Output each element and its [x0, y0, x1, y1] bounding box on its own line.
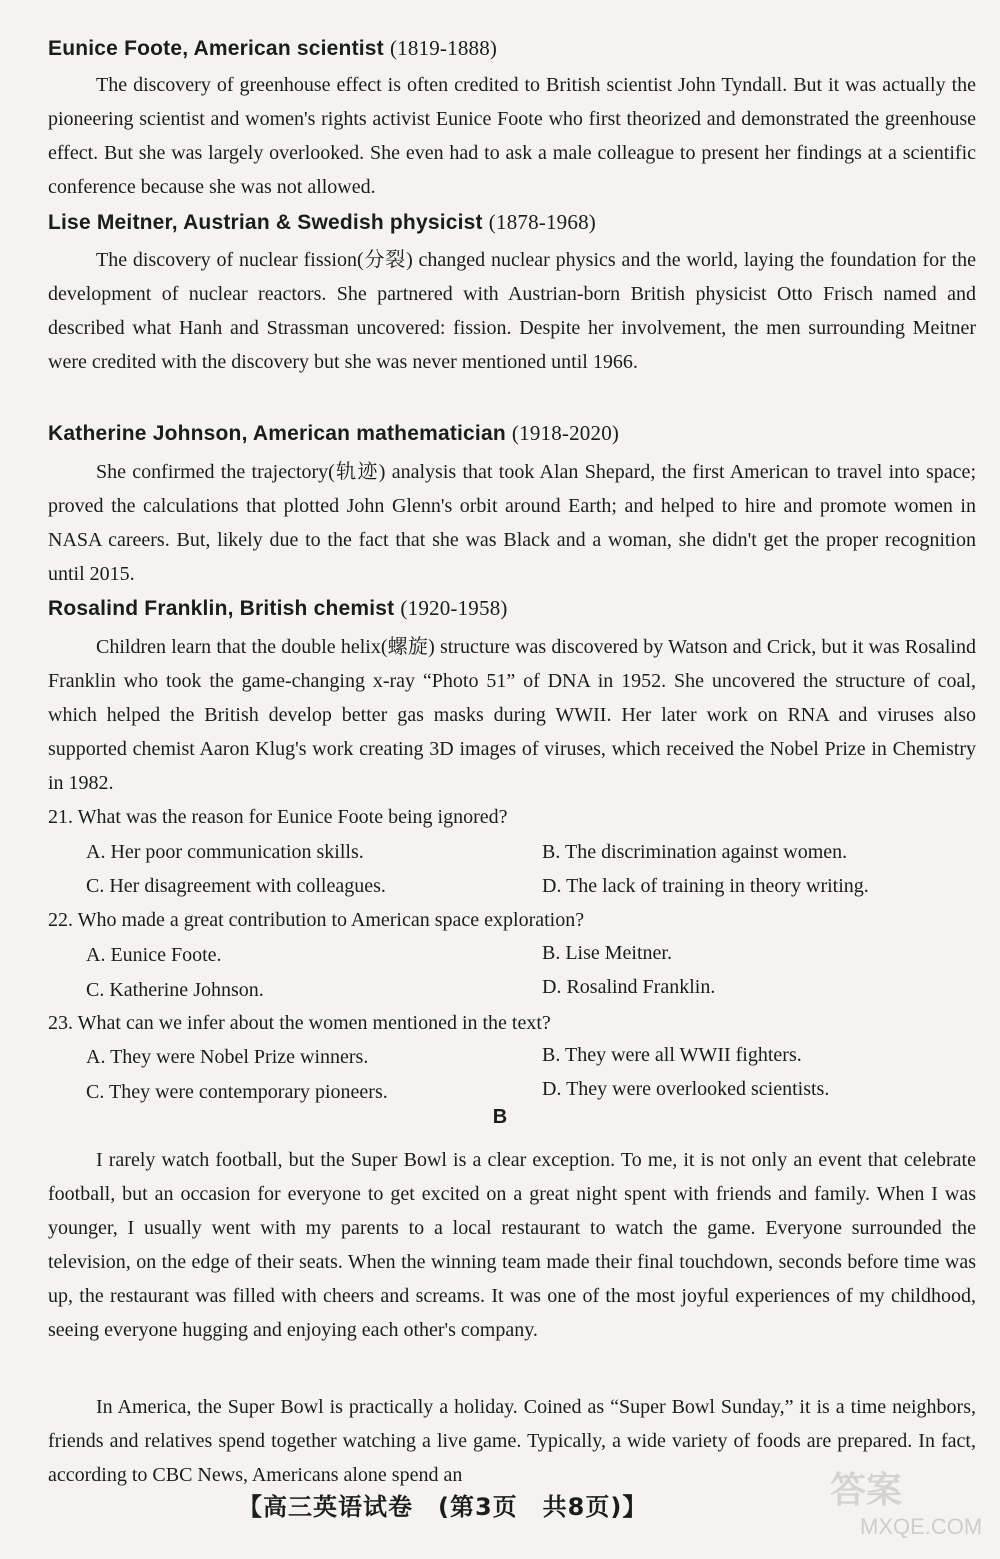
answer-option[interactable]: C. Her disagreement with colleagues.	[86, 875, 386, 897]
profile-years: (1918-2020)	[511, 421, 620, 445]
answer-option[interactable]: B. Lise Meitner.	[542, 942, 672, 964]
profile-text: She confirmed the trajectory(轨迹) analysis that took Alan Shepard, the first American to travel into space; proved the calculations that plotted John Glenn's orbit around Earth; and helped to hire and promote women in NASA careers. But, likely due to the fact that she was Black and a woman, she didn't get the proper recognition until 2015.	[48, 461, 976, 585]
page-footer: 【高三英语试卷 (第3页 共8页)】	[238, 1493, 648, 1521]
answer-option[interactable]: C. They were contemporary pioneers.	[86, 1081, 388, 1103]
question-stem: 21. What was the reason for Eunice Foote being ignored?	[48, 806, 508, 828]
answer-option[interactable]: B. They were all WWII fighters.	[542, 1044, 802, 1066]
watermark-url: MXQE.COM	[860, 1514, 983, 1539]
answer-option[interactable]: D. The lack of training in theory writing.	[542, 875, 869, 897]
profile-text: Children learn that the double helix(螺旋) structure was discovered by Watson and Crick, but it was Rosalind Franklin who took the game-changing x-ray “Photo 51” of DNA in 1952. She uncovered the structure of coal, which helped the British develop better gas masks during WWII. Her later work on RNA and viruses also supported chemist Aaron Klug's work creating 3D images of viruses, which received the Nobel Prize in Chemistry in 1982.	[48, 636, 976, 794]
passage-paragraph: I rarely watch football, but the Super Bowl is a clear exception. To me, it is not only an event that celebrate football, but an occasion for everyone to get excited on a great night spent with friends and family. When I was younger, I usually went with my parents to a local restaurant to watch the game. Everyone surrounded the television, on the edge of their seats. When the winning team made their final touchdown, seconds before time was up, the restaurant was filled with cheers and screams. It was one of the most joyful experiences of my childhood, seeing everyone hugging and enjoying each other's company.	[48, 1149, 976, 1341]
answer-option[interactable]: A. They were Nobel Prize winners.	[86, 1046, 369, 1068]
watermark-logo	[830, 1462, 983, 1552]
answer-option[interactable]: D. They were overlooked scientists.	[542, 1078, 830, 1100]
answer-option[interactable]: B. The discrimination against women.	[542, 841, 848, 863]
answer-option[interactable]: D. Rosalind Franklin.	[542, 976, 716, 998]
profile-name: Eunice Foote, American scientist	[48, 37, 384, 60]
answer-option[interactable]: A. Her poor communication skills.	[86, 841, 364, 863]
question-stem: 23. What can we infer about the women mentioned in the text?	[48, 1012, 551, 1034]
question-stem: 22. Who made a great contribution to American space exploration?	[48, 909, 585, 931]
profile-name: Lise Meitner, Austrian & Swedish physicist	[48, 211, 483, 234]
answer-option[interactable]: C. Katherine Johnson.	[86, 979, 264, 1001]
profile-heading	[48, 421, 619, 446]
profile-years: (1920-1958)	[400, 596, 508, 620]
profile-heading	[48, 210, 596, 235]
profile-heading	[48, 36, 497, 61]
passage-paragraph: In America, the Super Bowl is practically a holiday. Coined as “Super Bowl Sunday,” it is a time neighbors, friends and relatives spend together watching a live game. Typically, a wide variety of foods are prepared. In fact, according to CBC News, Americans alone spend an	[48, 1396, 976, 1486]
profile-years: (1819-1888)	[389, 36, 498, 60]
profile-years: (1878-1968)	[488, 210, 596, 234]
watermark-text: 答案	[830, 1470, 903, 1511]
profile-heading	[48, 596, 508, 621]
section-label: B	[492, 1106, 508, 1128]
answer-option[interactable]: A. Eunice Foote.	[86, 944, 222, 966]
profile-text: The discovery of nuclear fission(分裂) changed nuclear physics and the world, laying the foundation for the development of nuclear reactors. She partnered with Austrian-born British physicist Otto Frisch named and described what Hanh and Strassman uncovered: fission. Despite her involvement, the men surrounding Meitner were credited with the discovery but she was never mentioned until 1966.	[48, 249, 976, 373]
profile-name: Rosalind Franklin, British chemist	[48, 597, 395, 620]
profile-text: The discovery of greenhouse effect is often credited to British scientist John Tyndall. But it was actually the pioneering scientist and women's rights activist Eunice Foote who first theorized and demonstrated the greenhouse effect. But she was largely overlooked. She even had to ask a male colleague to present her findings at a scientific conference because she was not allowed.	[48, 74, 976, 198]
profile-name: Katherine Johnson, American mathematician	[48, 422, 506, 445]
